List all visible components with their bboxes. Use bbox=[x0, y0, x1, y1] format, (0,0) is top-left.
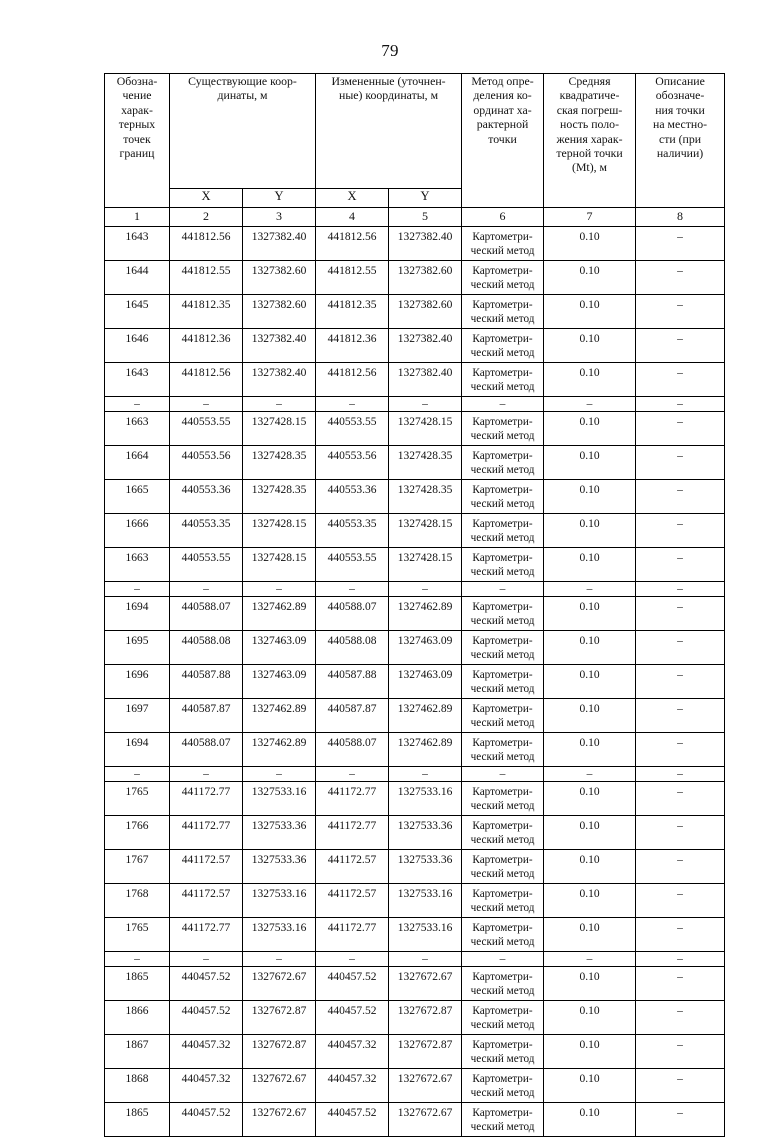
cell-method: Картометри- ческий метод bbox=[462, 631, 544, 665]
cell-existing-x: 440588.07 bbox=[170, 733, 243, 767]
table-row bbox=[105, 548, 725, 582]
cell-existing-y: 1327428.35 bbox=[243, 446, 316, 480]
cell-changed-x: 441812.35 bbox=[316, 295, 389, 329]
cell-point: 1767 bbox=[105, 850, 170, 884]
cell-mt: 0.10 bbox=[544, 295, 636, 329]
cell-method: Картометри- ческий метод bbox=[462, 446, 544, 480]
cell-description: – bbox=[636, 412, 725, 446]
cell-mt: 0.10 bbox=[544, 967, 636, 1001]
cell-point: 1696 bbox=[105, 665, 170, 699]
table-row bbox=[105, 631, 725, 665]
cell-existing-y: 1327462.89 bbox=[243, 597, 316, 631]
cell-method: Картометри- ческий метод bbox=[462, 816, 544, 850]
cell-point: 1695 bbox=[105, 631, 170, 665]
cell-changed-y: – bbox=[389, 397, 462, 412]
table-row bbox=[105, 329, 725, 363]
cell-existing-y: 1327382.40 bbox=[243, 227, 316, 261]
cell-mt: 0.10 bbox=[544, 227, 636, 261]
cell-method: Картометри- ческий метод bbox=[462, 782, 544, 816]
cell-changed-y: 1327533.36 bbox=[389, 850, 462, 884]
cell-changed-y: 1327533.16 bbox=[389, 782, 462, 816]
cell-existing-y: 1327672.67 bbox=[243, 967, 316, 1001]
cell-changed-y: 1327428.35 bbox=[389, 480, 462, 514]
cell-existing-y: 1327533.36 bbox=[243, 850, 316, 884]
cell-mt: 0.10 bbox=[544, 514, 636, 548]
header-changed-y: Y bbox=[389, 189, 462, 208]
column-number-8: 8 bbox=[636, 208, 725, 227]
cell-changed-y: 1327382.40 bbox=[389, 363, 462, 397]
cell-existing-x: 441172.77 bbox=[170, 816, 243, 850]
cell-point: 1666 bbox=[105, 514, 170, 548]
cell-existing-x: 441812.56 bbox=[170, 363, 243, 397]
cell-mt: 0.10 bbox=[544, 816, 636, 850]
cell-point: 1663 bbox=[105, 548, 170, 582]
cell-method: Картометри- ческий метод bbox=[462, 665, 544, 699]
cell-method: Картометри- ческий метод bbox=[462, 261, 544, 295]
table-row bbox=[105, 227, 725, 261]
table-row bbox=[105, 733, 725, 767]
cell-description: – bbox=[636, 952, 725, 967]
cell-description: – bbox=[636, 480, 725, 514]
table-row bbox=[105, 884, 725, 918]
header-determination-method: Метод опре- деления ко- ординат ха- рактерной точки bbox=[462, 74, 544, 208]
cell-point: 1663 bbox=[105, 412, 170, 446]
cell-existing-x: 440553.55 bbox=[170, 412, 243, 446]
cell-description: – bbox=[636, 782, 725, 816]
cell-mt: 0.10 bbox=[544, 329, 636, 363]
cell-method: Картометри- ческий метод bbox=[462, 548, 544, 582]
cell-changed-x: 440457.32 bbox=[316, 1069, 389, 1103]
cell-mt: – bbox=[544, 582, 636, 597]
cell-changed-y: 1327672.67 bbox=[389, 1103, 462, 1137]
cell-mt: 0.10 bbox=[544, 597, 636, 631]
cell-description: – bbox=[636, 967, 725, 1001]
header-existing-coordinates: Существующие коор- динаты, м bbox=[170, 74, 316, 189]
cell-changed-x: 440457.52 bbox=[316, 1103, 389, 1137]
cell-changed-y: 1327382.40 bbox=[389, 329, 462, 363]
cell-existing-x: 441812.36 bbox=[170, 329, 243, 363]
cell-point: 1643 bbox=[105, 227, 170, 261]
table-row bbox=[105, 261, 725, 295]
column-number-1: 1 bbox=[105, 208, 170, 227]
cell-point: – bbox=[105, 582, 170, 597]
cell-description: – bbox=[636, 884, 725, 918]
table-separator-row bbox=[105, 952, 725, 967]
cell-point: 1865 bbox=[105, 1103, 170, 1137]
cell-point: 1664 bbox=[105, 446, 170, 480]
cell-changed-x: – bbox=[316, 952, 389, 967]
cell-changed-x: 441172.77 bbox=[316, 782, 389, 816]
cell-point: 1867 bbox=[105, 1035, 170, 1069]
header-row-main bbox=[105, 74, 725, 189]
cell-description: – bbox=[636, 548, 725, 582]
cell-method: Картометри- ческий метод bbox=[462, 733, 544, 767]
cell-changed-x: 440553.55 bbox=[316, 548, 389, 582]
cell-mt: 0.10 bbox=[544, 412, 636, 446]
cell-mt: 0.10 bbox=[544, 1001, 636, 1035]
table-body bbox=[105, 227, 725, 1137]
cell-changed-y: 1327428.35 bbox=[389, 446, 462, 480]
cell-point: 1644 bbox=[105, 261, 170, 295]
cell-existing-x: 440587.87 bbox=[170, 699, 243, 733]
cell-existing-x: – bbox=[170, 952, 243, 967]
cell-changed-x: 440457.52 bbox=[316, 1001, 389, 1035]
cell-existing-x: 440588.07 bbox=[170, 597, 243, 631]
column-number-2: 2 bbox=[170, 208, 243, 227]
cell-description: – bbox=[636, 850, 725, 884]
cell-changed-x: 440587.88 bbox=[316, 665, 389, 699]
cell-description: – bbox=[636, 329, 725, 363]
cell-existing-y: – bbox=[243, 767, 316, 782]
table-row bbox=[105, 480, 725, 514]
cell-method: Картометри- ческий метод bbox=[462, 850, 544, 884]
cell-changed-y: 1327462.89 bbox=[389, 733, 462, 767]
cell-existing-y: – bbox=[243, 582, 316, 597]
cell-method: – bbox=[462, 952, 544, 967]
cell-mt: 0.10 bbox=[544, 548, 636, 582]
table-row bbox=[105, 363, 725, 397]
cell-mt: 0.10 bbox=[544, 884, 636, 918]
header-existing-x: X bbox=[170, 189, 243, 208]
cell-existing-x: 440553.55 bbox=[170, 548, 243, 582]
cell-existing-x: 440553.35 bbox=[170, 514, 243, 548]
cell-mt: 0.10 bbox=[544, 480, 636, 514]
column-number-5: 5 bbox=[389, 208, 462, 227]
table-row bbox=[105, 782, 725, 816]
table-row bbox=[105, 514, 725, 548]
cell-point: 1694 bbox=[105, 597, 170, 631]
cell-mt: 0.10 bbox=[544, 699, 636, 733]
cell-method: Картометри- ческий метод bbox=[462, 295, 544, 329]
cell-mt: 0.10 bbox=[544, 363, 636, 397]
cell-method: Картометри- ческий метод bbox=[462, 1001, 544, 1035]
cell-changed-x: 440588.07 bbox=[316, 597, 389, 631]
cell-mt: – bbox=[544, 397, 636, 412]
column-number-4: 4 bbox=[316, 208, 389, 227]
table-row bbox=[105, 1035, 725, 1069]
cell-changed-y: 1327463.09 bbox=[389, 665, 462, 699]
header-mean-square-error: Средняя квадратиче- ская погреш- ность поло- жения харак- терной точки (Мt), м bbox=[544, 74, 636, 208]
cell-changed-y: 1327533.36 bbox=[389, 816, 462, 850]
cell-method: Картометри- ческий метод bbox=[462, 329, 544, 363]
cell-point: 1865 bbox=[105, 967, 170, 1001]
header-point-designation: Обозна- чение харак- терных точек границ bbox=[105, 74, 170, 208]
cell-description: – bbox=[636, 1103, 725, 1137]
cell-point: 1646 bbox=[105, 329, 170, 363]
cell-existing-y: 1327672.87 bbox=[243, 1035, 316, 1069]
table-row bbox=[105, 967, 725, 1001]
cell-changed-y: 1327533.16 bbox=[389, 884, 462, 918]
cell-changed-y: 1327462.89 bbox=[389, 699, 462, 733]
cell-changed-x: 440553.55 bbox=[316, 412, 389, 446]
cell-method: Картометри- ческий метод bbox=[462, 967, 544, 1001]
cell-existing-y: 1327428.15 bbox=[243, 514, 316, 548]
cell-changed-y: 1327428.15 bbox=[389, 514, 462, 548]
table-row bbox=[105, 816, 725, 850]
column-number-7: 7 bbox=[544, 208, 636, 227]
cell-point: 1766 bbox=[105, 816, 170, 850]
cell-changed-x: 441812.56 bbox=[316, 227, 389, 261]
cell-existing-y: 1327672.67 bbox=[243, 1069, 316, 1103]
cell-changed-x: 440457.32 bbox=[316, 1035, 389, 1069]
cell-changed-x: 440553.36 bbox=[316, 480, 389, 514]
cell-description: – bbox=[636, 597, 725, 631]
cell-changed-x: – bbox=[316, 582, 389, 597]
cell-existing-y: 1327533.16 bbox=[243, 782, 316, 816]
cell-changed-y: 1327672.67 bbox=[389, 967, 462, 1001]
cell-existing-x: 440553.56 bbox=[170, 446, 243, 480]
cell-existing-y: 1327382.60 bbox=[243, 261, 316, 295]
table-row bbox=[105, 446, 725, 480]
header-existing-y: Y bbox=[243, 189, 316, 208]
table-row bbox=[105, 412, 725, 446]
cell-method: Картометри- ческий метод bbox=[462, 480, 544, 514]
header-changed-coordinates: Измененные (уточнен- ные) координаты, м bbox=[316, 74, 462, 189]
cell-existing-y: 1327428.15 bbox=[243, 548, 316, 582]
cell-mt: 0.10 bbox=[544, 918, 636, 952]
cell-point: – bbox=[105, 952, 170, 967]
cell-description: – bbox=[636, 1069, 725, 1103]
cell-changed-y: 1327428.15 bbox=[389, 412, 462, 446]
cell-existing-y: – bbox=[243, 397, 316, 412]
cell-changed-x: 440457.52 bbox=[316, 967, 389, 1001]
cell-description: – bbox=[636, 227, 725, 261]
cell-existing-y: 1327533.36 bbox=[243, 816, 316, 850]
cell-changed-y: 1327672.67 bbox=[389, 1069, 462, 1103]
cell-method: – bbox=[462, 397, 544, 412]
cell-existing-x: 440457.32 bbox=[170, 1035, 243, 1069]
cell-method: Картометри- ческий метод bbox=[462, 597, 544, 631]
coordinates-table bbox=[104, 73, 725, 1137]
cell-changed-x: 440588.07 bbox=[316, 733, 389, 767]
cell-mt: 0.10 bbox=[544, 446, 636, 480]
table-row bbox=[105, 597, 725, 631]
cell-method: Картометри- ческий метод bbox=[462, 918, 544, 952]
cell-mt: 0.10 bbox=[544, 665, 636, 699]
cell-changed-x: 441812.55 bbox=[316, 261, 389, 295]
cell-existing-x: 440457.52 bbox=[170, 1001, 243, 1035]
cell-description: – bbox=[636, 363, 725, 397]
cell-existing-y: 1327533.16 bbox=[243, 918, 316, 952]
cell-changed-x: – bbox=[316, 397, 389, 412]
cell-changed-x: 441812.36 bbox=[316, 329, 389, 363]
cell-changed-y: 1327463.09 bbox=[389, 631, 462, 665]
cell-description: – bbox=[636, 699, 725, 733]
table-row bbox=[105, 699, 725, 733]
cell-description: – bbox=[636, 514, 725, 548]
cell-changed-y: 1327382.40 bbox=[389, 227, 462, 261]
cell-description: – bbox=[636, 446, 725, 480]
cell-existing-x: 441172.57 bbox=[170, 884, 243, 918]
cell-mt: 0.10 bbox=[544, 782, 636, 816]
cell-changed-y: 1327382.60 bbox=[389, 295, 462, 329]
cell-point: 1765 bbox=[105, 782, 170, 816]
table-row bbox=[105, 850, 725, 884]
cell-existing-x: 441172.77 bbox=[170, 918, 243, 952]
cell-existing-y: 1327382.40 bbox=[243, 329, 316, 363]
table-separator-row bbox=[105, 767, 725, 782]
cell-changed-x: 440588.08 bbox=[316, 631, 389, 665]
cell-changed-y: – bbox=[389, 767, 462, 782]
cell-existing-x: 441812.56 bbox=[170, 227, 243, 261]
cell-description: – bbox=[636, 261, 725, 295]
cell-method: Картометри- ческий метод bbox=[462, 412, 544, 446]
cell-description: – bbox=[636, 1035, 725, 1069]
cell-description: – bbox=[636, 295, 725, 329]
cell-changed-y: 1327672.87 bbox=[389, 1035, 462, 1069]
cell-method: Картометри- ческий метод bbox=[462, 514, 544, 548]
cell-changed-x: 440587.87 bbox=[316, 699, 389, 733]
cell-changed-x: 441812.56 bbox=[316, 363, 389, 397]
cell-method: Картометри- ческий метод bbox=[462, 227, 544, 261]
cell-changed-y: 1327428.15 bbox=[389, 548, 462, 582]
cell-existing-y: – bbox=[243, 952, 316, 967]
cell-existing-x: 441812.35 bbox=[170, 295, 243, 329]
table-row bbox=[105, 1001, 725, 1035]
cell-mt: 0.10 bbox=[544, 1035, 636, 1069]
cell-method: Картометри- ческий метод bbox=[462, 1103, 544, 1137]
cell-method: Картометри- ческий метод bbox=[462, 699, 544, 733]
cell-existing-x: 440553.36 bbox=[170, 480, 243, 514]
cell-existing-y: 1327533.16 bbox=[243, 884, 316, 918]
cell-existing-y: 1327428.15 bbox=[243, 412, 316, 446]
table-separator-row bbox=[105, 582, 725, 597]
table-separator-row bbox=[105, 397, 725, 412]
table-row bbox=[105, 1069, 725, 1103]
cell-description: – bbox=[636, 397, 725, 412]
cell-mt: 0.10 bbox=[544, 850, 636, 884]
cell-description: – bbox=[636, 1001, 725, 1035]
cell-changed-y: – bbox=[389, 582, 462, 597]
coordinates-table-container bbox=[104, 73, 724, 1137]
cell-method: Картометри- ческий метод bbox=[462, 1035, 544, 1069]
cell-point: – bbox=[105, 767, 170, 782]
cell-existing-x: 440587.88 bbox=[170, 665, 243, 699]
cell-existing-y: 1327463.09 bbox=[243, 665, 316, 699]
cell-description: – bbox=[636, 767, 725, 782]
cell-existing-x: – bbox=[170, 397, 243, 412]
cell-existing-y: 1327382.60 bbox=[243, 295, 316, 329]
cell-existing-x: 440457.52 bbox=[170, 967, 243, 1001]
cell-existing-y: 1327462.89 bbox=[243, 699, 316, 733]
cell-existing-y: 1327672.87 bbox=[243, 1001, 316, 1035]
cell-changed-x: 441172.77 bbox=[316, 816, 389, 850]
table-row bbox=[105, 665, 725, 699]
table-row bbox=[105, 295, 725, 329]
table-row bbox=[105, 1103, 725, 1137]
cell-method: Картометри- ческий метод bbox=[462, 1069, 544, 1103]
cell-description: – bbox=[636, 582, 725, 597]
cell-mt: 0.10 bbox=[544, 1069, 636, 1103]
cell-changed-y: 1327533.16 bbox=[389, 918, 462, 952]
cell-method: – bbox=[462, 767, 544, 782]
cell-mt: – bbox=[544, 767, 636, 782]
cell-point: 1697 bbox=[105, 699, 170, 733]
cell-existing-y: 1327428.35 bbox=[243, 480, 316, 514]
cell-description: – bbox=[636, 816, 725, 850]
cell-existing-x: 440588.08 bbox=[170, 631, 243, 665]
cell-changed-x: 441172.57 bbox=[316, 850, 389, 884]
page-number: 79 bbox=[381, 41, 399, 60]
column-number-6: 6 bbox=[462, 208, 544, 227]
header-point-description: Описание обозначе- ния точки на местно- сти (при наличии) bbox=[636, 74, 725, 208]
cell-point: – bbox=[105, 397, 170, 412]
cell-existing-x: – bbox=[170, 767, 243, 782]
table-row bbox=[105, 918, 725, 952]
cell-point: 1645 bbox=[105, 295, 170, 329]
cell-existing-x: 441812.55 bbox=[170, 261, 243, 295]
cell-changed-x: 440553.56 bbox=[316, 446, 389, 480]
cell-description: – bbox=[636, 918, 725, 952]
cell-mt: – bbox=[544, 952, 636, 967]
cell-existing-y: 1327382.40 bbox=[243, 363, 316, 397]
cell-description: – bbox=[636, 631, 725, 665]
cell-method: – bbox=[462, 582, 544, 597]
cell-changed-x: 441172.57 bbox=[316, 884, 389, 918]
cell-existing-x: 440457.52 bbox=[170, 1103, 243, 1137]
cell-point: 1866 bbox=[105, 1001, 170, 1035]
cell-changed-y: 1327462.89 bbox=[389, 597, 462, 631]
cell-method: Картометри- ческий метод bbox=[462, 884, 544, 918]
cell-changed-y: 1327382.60 bbox=[389, 261, 462, 295]
cell-method: Картометри- ческий метод bbox=[462, 363, 544, 397]
table-header bbox=[105, 74, 725, 227]
header-row-column-numbers bbox=[105, 208, 725, 227]
cell-changed-y: – bbox=[389, 952, 462, 967]
cell-changed-x: – bbox=[316, 767, 389, 782]
cell-point: 1665 bbox=[105, 480, 170, 514]
cell-point: 1643 bbox=[105, 363, 170, 397]
cell-mt: 0.10 bbox=[544, 733, 636, 767]
cell-point: 1768 bbox=[105, 884, 170, 918]
cell-existing-y: 1327672.67 bbox=[243, 1103, 316, 1137]
cell-mt: 0.10 bbox=[544, 631, 636, 665]
cell-changed-y: 1327672.87 bbox=[389, 1001, 462, 1035]
cell-description: – bbox=[636, 733, 725, 767]
cell-description: – bbox=[636, 665, 725, 699]
column-number-3: 3 bbox=[243, 208, 316, 227]
cell-point: 1694 bbox=[105, 733, 170, 767]
cell-mt: 0.10 bbox=[544, 261, 636, 295]
cell-changed-x: 440553.35 bbox=[316, 514, 389, 548]
cell-point: 1868 bbox=[105, 1069, 170, 1103]
cell-existing-x: – bbox=[170, 582, 243, 597]
cell-existing-x: 441172.77 bbox=[170, 782, 243, 816]
cell-changed-x: 441172.77 bbox=[316, 918, 389, 952]
header-changed-x: X bbox=[316, 189, 389, 208]
cell-point: 1765 bbox=[105, 918, 170, 952]
cell-mt: 0.10 bbox=[544, 1103, 636, 1137]
cell-existing-y: 1327462.89 bbox=[243, 733, 316, 767]
cell-existing-x: 441172.57 bbox=[170, 850, 243, 884]
cell-existing-x: 440457.32 bbox=[170, 1069, 243, 1103]
cell-existing-y: 1327463.09 bbox=[243, 631, 316, 665]
